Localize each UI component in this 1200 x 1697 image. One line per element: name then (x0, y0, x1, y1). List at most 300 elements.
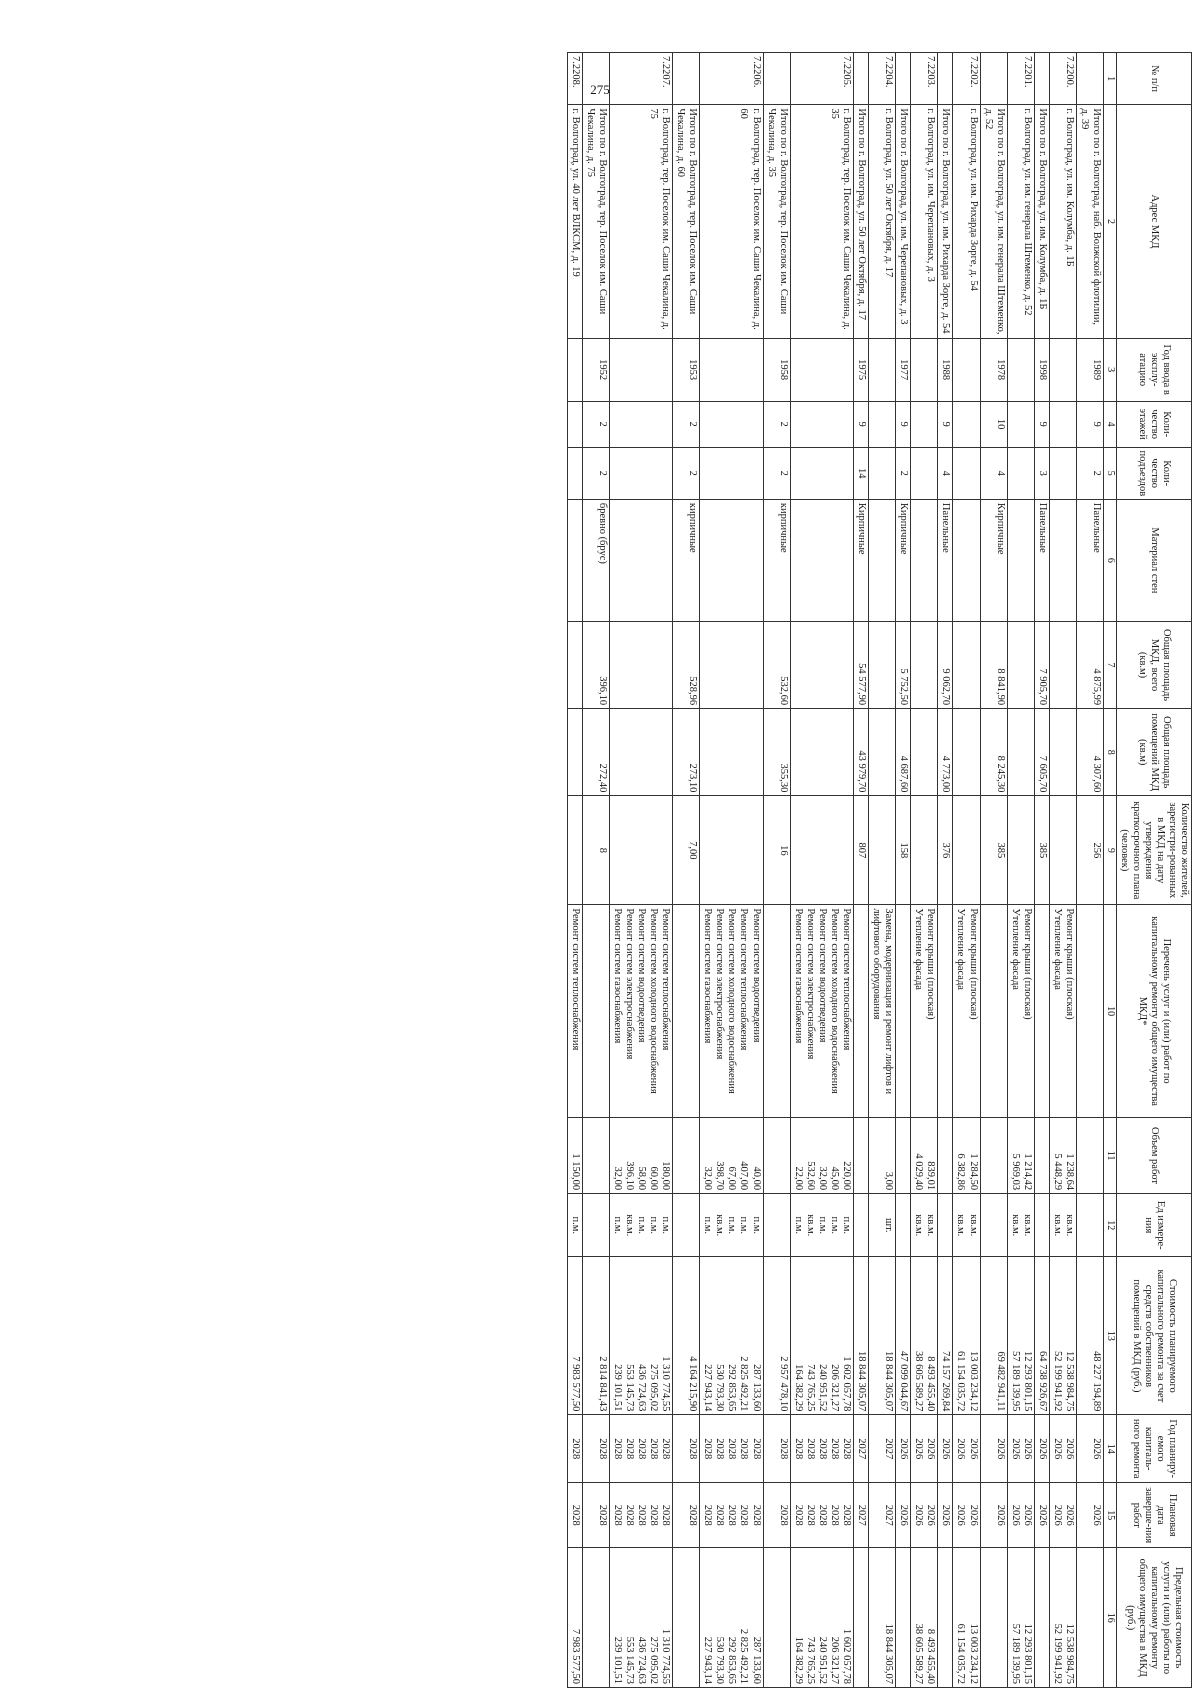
cell-planned-cost (953, 1257, 980, 1415)
work-item: Ремонт систем холодного водоснабжения (726, 908, 738, 1094)
cell-address: Итого по г. Волгоград, ул. 50 лет Октября, д. 17 (854, 105, 869, 338)
cell-residents (609, 796, 672, 905)
cell-residents: 16 (763, 796, 790, 905)
unit-value: п.м. (828, 1216, 840, 1235)
work-item: Замена, модернизация и ремонт лифтов и лифтового оборудования (871, 908, 895, 1095)
volume-value: 5 448,29 (1051, 1153, 1063, 1191)
work-item: Ремонт систем теплоснабжения (569, 908, 581, 1051)
cell-repair-year (609, 1415, 672, 1483)
column-number: 12 (1104, 1194, 1117, 1257)
cell-premises-area: 4 307,60 (1077, 709, 1104, 796)
work-item: Утепление фасада (1051, 908, 1063, 990)
max-cost-value: 61 154 035,72 (955, 1623, 967, 1684)
cell-repair-year (1007, 1415, 1034, 1483)
header-cell-works-list: Перечень услуг и (или) работ по капитальному ремонту общего имущества МКД* (1116, 905, 1191, 1118)
column-number: 3 (1104, 338, 1117, 401)
date-value: 2026 (1009, 1504, 1021, 1526)
cell-volume (790, 1117, 853, 1193)
cell-year-built (1049, 338, 1076, 401)
cell-residents (1007, 796, 1034, 905)
header-cell-total-area: Общая площадь МКД, всего (кв.м) (1116, 621, 1191, 708)
cell-max-cost (763, 1548, 790, 1688)
cell-works-list (609, 905, 672, 1118)
unit-value: кв.м. (967, 1214, 979, 1237)
column-number: 6 (1104, 499, 1117, 621)
cell-entrances (609, 447, 672, 499)
cell-premises-area (700, 709, 763, 796)
cell-residents (953, 796, 980, 905)
cell-entrances: 2 (673, 447, 700, 499)
date-value: 2028 (636, 1504, 647, 1526)
rotated-table-container (52, 52, 1192, 1688)
cell-completion-date (980, 1483, 1007, 1548)
cell-works-list (911, 905, 938, 1118)
date-value: 2028 (611, 1504, 623, 1526)
max-cost-value: 8 493 455,40 (925, 1628, 937, 1684)
cell-completion-date (567, 1483, 582, 1548)
cell-repair-year (673, 1415, 700, 1483)
cell-item-number: 7.2205. (790, 53, 853, 105)
cost-value: 1 602 057,78 (841, 1356, 852, 1412)
date-value: 2028 (792, 1504, 804, 1526)
header-cell-residents: Количество жителей, зарегистри-рованных в МКД на дату утверждения краткосрочного плана (человек) (1116, 796, 1191, 905)
cell-completion-date (953, 1483, 980, 1548)
date-value: 2028 (702, 1504, 714, 1526)
cost-value: 275 095,02 (648, 1364, 660, 1412)
cell-year-built: 1977 (896, 338, 911, 401)
unit-value: шт. (883, 1218, 895, 1233)
cell-wall-material (1007, 499, 1034, 621)
work-item: Ремонт систем водоотведения (816, 908, 828, 1043)
cell-unit (911, 1194, 938, 1257)
cell-premises-area: 272,40 (582, 709, 609, 796)
cell-wall-material: Панельные (1077, 499, 1104, 621)
volume-value: 58,00 (636, 1166, 647, 1191)
cost-value: 12 538 984,75 (1064, 1351, 1075, 1412)
date-value: 2028 (816, 1504, 828, 1526)
cell-item-number (763, 53, 790, 105)
cost-value: 530 793,30 (714, 1364, 726, 1412)
cell-planned-cost (567, 1257, 582, 1415)
year-value: 2026 (925, 1438, 937, 1460)
cell-address: г. Волгоград, ул. им. Рихарда Зорге, д. 54 (953, 105, 980, 338)
work-item: Ремонт систем теплоснабжения (738, 908, 750, 1051)
cell-wall-material: Панельные (1034, 499, 1049, 621)
cell-total-area: 8 841,90 (980, 621, 1007, 708)
unit-value: п.м. (648, 1216, 660, 1235)
year-value: 2028 (714, 1438, 726, 1460)
cell-works-list (567, 905, 582, 1118)
cell-year-built (790, 338, 853, 401)
cell-floors (790, 401, 853, 447)
cell-wall-material: Панельные (938, 499, 953, 621)
cell-floors (1007, 401, 1034, 447)
cell-unit (854, 1194, 869, 1257)
cell-planned-cost (790, 1257, 853, 1415)
cell-max-cost (790, 1548, 853, 1688)
table-row (567, 53, 582, 1688)
column-number: 2 (1104, 105, 1117, 338)
cell-floors (700, 401, 763, 447)
cell-planned-cost (763, 1257, 790, 1415)
column-number: 5 (1104, 447, 1117, 499)
table-total-row (673, 53, 700, 1688)
cell-completion-date (854, 1483, 869, 1548)
cell-year-built: 1958 (763, 338, 790, 401)
cell-address: г. Волгоград, тер. Поселок им. Саши Чекалина, д. 60 (700, 105, 763, 338)
max-cost-value: 287 133,60 (750, 1636, 762, 1684)
volume-value: 32,00 (611, 1166, 623, 1191)
unit-value: кв.м. (1009, 1214, 1021, 1237)
cell-repair-year (763, 1415, 790, 1483)
cell-residents: 8 (582, 796, 609, 905)
cell-repair-year (1049, 1415, 1076, 1483)
unit-value: п.м. (816, 1216, 828, 1235)
header-cell-number: № п/п (1116, 53, 1191, 105)
cell-works-list (938, 905, 953, 1118)
year-value: 2028 (687, 1438, 699, 1460)
cell-entrances (1049, 447, 1076, 499)
capital-repair-plan-table (567, 52, 1192, 1688)
cell-completion-date (673, 1483, 700, 1548)
year-value: 2028 (750, 1438, 762, 1460)
header-cell-address: Адрес МКД (1116, 105, 1191, 338)
work-item: Ремонт систем холодного водоснабжения (828, 908, 840, 1094)
cell-entrances: 2 (1077, 447, 1104, 499)
cell-address: Итого по г. Волгоград, ул. им. Черепановых, д. 3 (896, 105, 911, 338)
cell-item-number: 7.2207. (609, 53, 672, 105)
cell-total-area (790, 621, 853, 708)
cell-floors: 9 (1077, 401, 1104, 447)
cell-premises-area: 7 605,70 (1034, 709, 1049, 796)
cell-address: Итого по г. Волгоград, наб. Волжской флотилии, д. 39 (1077, 105, 1104, 338)
header-cell-planned-cost: Стоимость планируемого капитального ремонта за счет средств собственников помещений в МКД (руб.) (1116, 1257, 1191, 1415)
cell-premises-area (911, 709, 938, 796)
header-cell-entrances: Коли-чество подъездов (1116, 447, 1191, 499)
cell-volume (1007, 1117, 1034, 1193)
cell-volume (700, 1117, 763, 1193)
table-total-row (896, 53, 911, 1688)
column-number: 9 (1104, 796, 1117, 905)
year-value: 2028 (623, 1438, 635, 1460)
cell-max-cost (1007, 1548, 1034, 1688)
max-cost-value: 1 602 057,78 (841, 1628, 852, 1684)
cell-unit (567, 1194, 582, 1257)
cell-unit (763, 1194, 790, 1257)
cell-item-number (673, 53, 700, 105)
cell-unit (1034, 1194, 1049, 1257)
cell-wall-material (869, 499, 896, 621)
cell-volume (609, 1117, 672, 1193)
cell-address: Итого по г. Волгоград, тер. Поселок им. Саши Чекалина, д. 60 (673, 105, 700, 338)
cell-floors (609, 401, 672, 447)
cell-max-cost (1077, 1548, 1104, 1688)
date-value: 2028 (596, 1504, 608, 1526)
cell-floors (911, 401, 938, 447)
cell-completion-date (1049, 1483, 1076, 1548)
cell-item-number (938, 53, 953, 105)
header-cell-repair-year: Год планиру-емого капиталь-ного ремонта (1116, 1415, 1191, 1483)
cell-item-number (854, 53, 869, 105)
cell-works-list (1007, 905, 1034, 1118)
cell-item-number: 7.2200. (1049, 53, 1076, 105)
unit-value: п.м. (660, 1216, 672, 1235)
volume-value: 3,00 (883, 1171, 895, 1191)
cell-residents (700, 796, 763, 905)
column-number: 4 (1104, 401, 1117, 447)
cell-works-list (673, 905, 700, 1118)
cell-works-list (790, 905, 853, 1118)
cell-max-cost (609, 1548, 672, 1688)
cell-volume (1034, 1117, 1049, 1193)
work-item: Ремонт систем газоснабжения (611, 908, 623, 1044)
max-cost-value: 530 793,30 (714, 1636, 726, 1684)
cell-floors (567, 401, 582, 447)
work-item: Ремонт систем электроснабжения (623, 908, 635, 1060)
cell-unit (869, 1194, 896, 1257)
cell-repair-year (953, 1415, 980, 1483)
cell-premises-area: 273,10 (673, 709, 700, 796)
cell-planned-cost (869, 1257, 896, 1415)
work-item: Ремонт систем холодного водоснабжения (648, 908, 660, 1094)
volume-value: 40,00 (750, 1166, 762, 1191)
cell-entrances (790, 447, 853, 499)
cell-wall-material (609, 499, 672, 621)
cell-volume (896, 1117, 911, 1193)
work-item: Ремонт систем теплоснабжения (660, 908, 672, 1051)
cell-volume (1049, 1117, 1076, 1193)
year-value: 2028 (828, 1438, 840, 1460)
cost-value: 7 983 577,50 (569, 1356, 581, 1412)
cell-volume (567, 1117, 582, 1193)
cell-address: Итого по г. Волгоград, тер. Поселок им. Саши Чекалина, д. 35 (763, 105, 790, 338)
page-number: 275 (590, 82, 610, 97)
cell-total-area: 528,96 (673, 621, 700, 708)
cell-volume (763, 1117, 790, 1193)
volume-value: 4 029,40 (913, 1153, 925, 1191)
cell-unit (609, 1194, 672, 1257)
date-value: 2028 (804, 1504, 816, 1526)
cell-wall-material (1049, 499, 1076, 621)
unit-value: п.м. (738, 1216, 750, 1235)
cell-floors (953, 401, 980, 447)
cell-max-cost (980, 1548, 1007, 1688)
table-total-row (1077, 53, 1104, 1688)
table-body (567, 53, 1104, 1688)
date-value: 2028 (777, 1504, 789, 1526)
work-item: Ремонт систем газоснабжения (792, 908, 804, 1044)
cell-total-area: 5 752,50 (896, 621, 911, 708)
cell-premises-area: 8 245,30 (980, 709, 1007, 796)
cell-address: Итого по г. Волгоград, ул. им. генерала Штеменко, д. 52 (980, 105, 1007, 338)
cell-floors: 10 (980, 401, 1007, 447)
column-number: 16 (1104, 1548, 1117, 1688)
cell-completion-date (790, 1483, 853, 1548)
cell-floors: 9 (938, 401, 953, 447)
cell-year-built (911, 338, 938, 401)
cell-year-built (567, 338, 582, 401)
volume-value: 396,10 (623, 1161, 635, 1191)
cell-entrances (1007, 447, 1034, 499)
cell-entrances (567, 447, 582, 499)
cost-value: 52 199 941,92 (1051, 1351, 1063, 1412)
column-number: 1 (1104, 53, 1117, 105)
date-value: 2028 (841, 1504, 852, 1526)
cell-residents (790, 796, 853, 905)
cell-repair-year (582, 1415, 609, 1483)
cell-premises-area (609, 709, 672, 796)
year-value: 2028 (569, 1438, 581, 1460)
cell-floors: 9 (854, 401, 869, 447)
work-item: Утепление фасада (1009, 908, 1021, 990)
cost-value: 292 853,65 (726, 1364, 738, 1412)
column-number: 10 (1104, 905, 1117, 1118)
cell-item-number: 7.2204. (869, 53, 896, 105)
cell-residents: 807 (854, 796, 869, 905)
cell-planned-cost (582, 1257, 609, 1415)
year-value: 2026 (955, 1438, 967, 1460)
cell-planned-cost (1049, 1257, 1076, 1415)
date-value: 2026 (955, 1504, 967, 1526)
cell-entrances: 2 (582, 447, 609, 499)
unit-value: п.м. (636, 1216, 647, 1235)
cell-max-cost (582, 1548, 609, 1688)
volume-value: 45,00 (828, 1166, 840, 1191)
volume-value: 60,00 (648, 1166, 660, 1191)
year-value: 2026 (967, 1438, 979, 1460)
cell-year-built: 1988 (938, 338, 953, 401)
year-value: 2026 (1051, 1438, 1063, 1460)
cell-wall-material (953, 499, 980, 621)
column-number: 15 (1104, 1483, 1117, 1548)
cell-unit (938, 1194, 953, 1257)
cell-address: г. Волгоград, тер. Поселок им. Саши Чекалина, д. 35 (790, 105, 853, 338)
table-row (790, 53, 853, 1688)
unit-value: п.м. (611, 1216, 623, 1235)
unit-value: кв.м. (1021, 1214, 1033, 1237)
cell-premises-area (790, 709, 853, 796)
cell-max-cost (896, 1548, 911, 1688)
table-row (1007, 53, 1034, 1688)
cell-planned-cost (1077, 1257, 1104, 1415)
date-value: 2026 (1051, 1504, 1063, 1526)
work-item: Утепление фасада (913, 908, 925, 990)
year-value: 2026 (898, 1438, 910, 1460)
cost-value: 164 382,29 (792, 1364, 804, 1412)
volume-value: 220,00 (841, 1161, 852, 1191)
cell-wall-material: бревно (брус) (582, 499, 609, 621)
year-value: 2026 (1021, 1438, 1033, 1460)
max-cost-value: 227 943,14 (702, 1636, 714, 1684)
table-total-row (582, 53, 609, 1688)
cell-wall-material: кирпичные (673, 499, 700, 621)
cell-premises-area (567, 709, 582, 796)
cell-planned-cost (673, 1257, 700, 1415)
cell-address: г. Волгоград, тер. Поселок им. Саши Чекалина, д. 75 (609, 105, 672, 338)
cost-value: 69 482 941,11 (994, 1351, 1006, 1412)
header-cell-year-built: Год ввода в эксплу-атацию (1116, 338, 1191, 401)
cell-total-area (953, 621, 980, 708)
cell-volume (980, 1117, 1007, 1193)
unit-value: п.м. (750, 1216, 762, 1235)
cell-planned-cost (896, 1257, 911, 1415)
cell-floors (869, 401, 896, 447)
unit-value: п.м. (841, 1216, 852, 1235)
cell-total-area: 4 875,99 (1077, 621, 1104, 708)
cost-value: 64 738 926,67 (1036, 1351, 1048, 1412)
year-value: 2026 (1036, 1438, 1048, 1460)
year-value: 2028 (804, 1438, 816, 1460)
volume-value: 32,00 (702, 1166, 714, 1191)
cell-premises-area (1007, 709, 1034, 796)
date-value: 2028 (648, 1504, 660, 1526)
year-value: 2026 (1091, 1438, 1103, 1460)
cell-completion-date (1034, 1483, 1049, 1548)
max-cost-value: 52 199 941,92 (1051, 1623, 1063, 1684)
cell-premises-area (869, 709, 896, 796)
cell-works-list (980, 905, 1007, 1118)
unit-value: п.м. (792, 1216, 804, 1235)
cell-repair-year (854, 1415, 869, 1483)
cell-total-area: 532,60 (763, 621, 790, 708)
table-row (1049, 53, 1076, 1688)
table-total-row (854, 53, 869, 1688)
cell-unit (582, 1194, 609, 1257)
cell-total-area (700, 621, 763, 708)
cell-wall-material: Кирпичные (980, 499, 1007, 621)
cost-value: 239 101,51 (611, 1364, 623, 1412)
cell-year-built: 1953 (673, 338, 700, 401)
cell-planned-cost (1007, 1257, 1034, 1415)
table-row (700, 53, 763, 1688)
volume-value: 180,00 (660, 1161, 672, 1191)
cell-max-cost (869, 1548, 896, 1688)
cost-value: 240 951,52 (816, 1364, 828, 1412)
cell-entrances: 14 (854, 447, 869, 499)
cell-total-area: 54 577,90 (854, 621, 869, 708)
header-cell-premises-area: Общая площадь помещений МКД (кв.м) (1116, 709, 1191, 796)
column-number: 13 (1104, 1257, 1117, 1415)
cell-residents (869, 796, 896, 905)
max-cost-value: 7 983 577,50 (569, 1628, 581, 1684)
work-item: Ремонт систем электроснабжения (714, 908, 726, 1060)
cost-value: 47 099 044,67 (898, 1351, 910, 1412)
cell-entrances: 2 (763, 447, 790, 499)
work-item: Ремонт систем электроснабжения (804, 908, 816, 1060)
max-cost-value: 2 825 492,21 (738, 1628, 750, 1684)
cell-floors: 2 (582, 401, 609, 447)
cell-year-built: 1998 (1034, 338, 1049, 401)
cost-value: 74 157 269,84 (940, 1351, 952, 1412)
cell-volume (854, 1117, 869, 1193)
cell-volume (953, 1117, 980, 1193)
cell-premises-area: 4 687,60 (896, 709, 911, 796)
cell-max-cost (953, 1548, 980, 1688)
cell-entrances (869, 447, 896, 499)
volume-value: 532,60 (804, 1161, 816, 1191)
cell-unit (673, 1194, 700, 1257)
cell-entrances (911, 447, 938, 499)
cost-value: 57 189 139,95 (1009, 1351, 1021, 1412)
cell-year-built (609, 338, 672, 401)
cost-value: 12 293 801,15 (1021, 1351, 1033, 1412)
cell-total-area (609, 621, 672, 708)
cell-completion-date (869, 1483, 896, 1548)
date-value: 2028 (623, 1504, 635, 1526)
volume-value: 5 969,03 (1009, 1153, 1021, 1191)
cell-volume (1077, 1117, 1104, 1193)
cell-wall-material: Кирпичные (854, 499, 869, 621)
